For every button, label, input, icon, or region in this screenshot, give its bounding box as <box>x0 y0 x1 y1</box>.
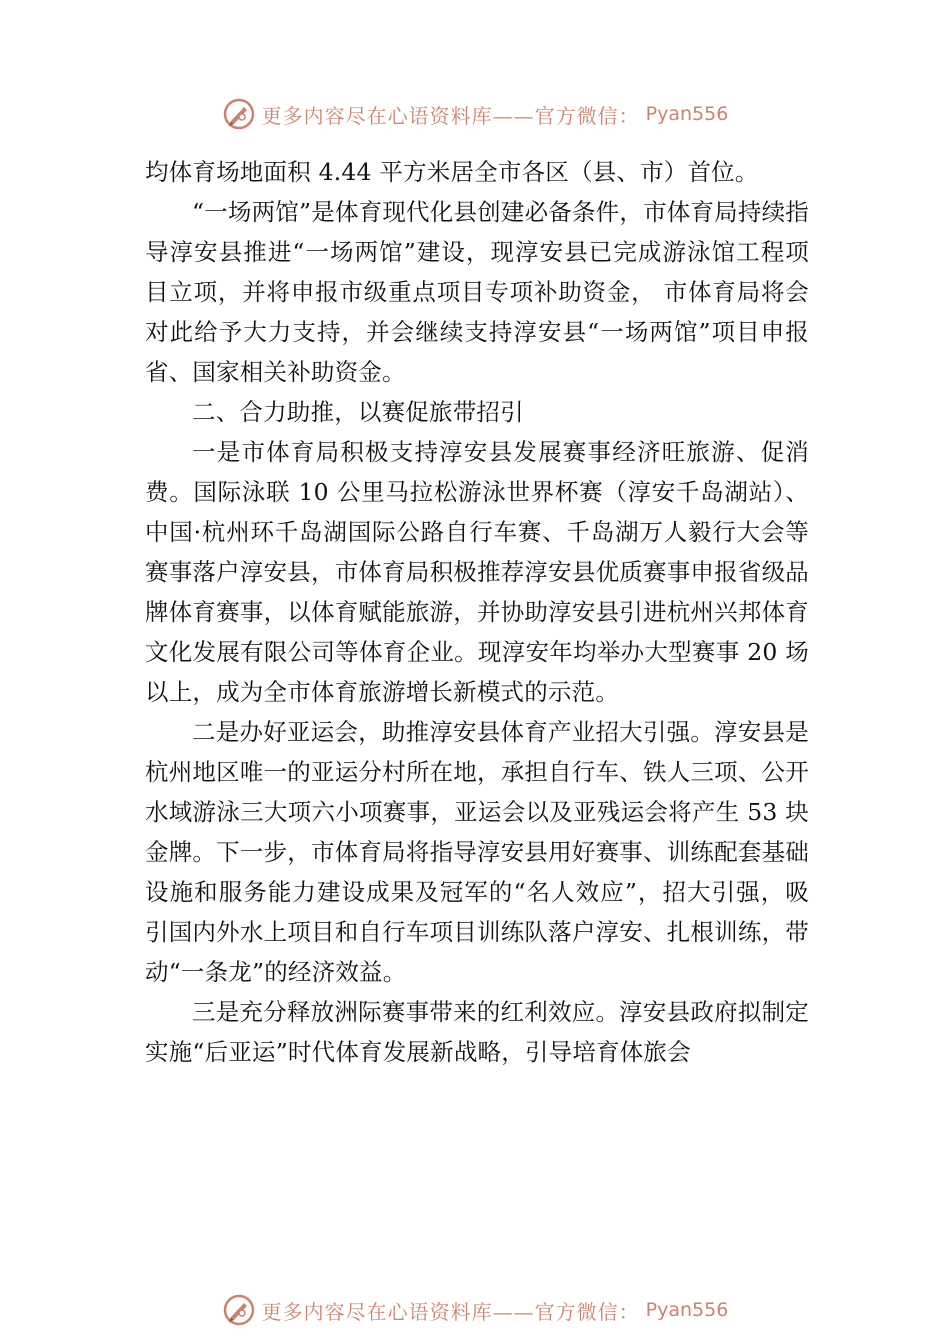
watermark-wechat-id: Pyan556 <box>645 103 729 125</box>
watermark-wechat-id: Pyan556 <box>645 1299 729 1321</box>
paragraph: 一是市体育局积极支持淳安县发展赛事经济旺旅游、促消费。国际泳联 10 公里马拉松游泳世界杯赛（淳安千岛湖站）、中国·杭州环千岛湖国际公路自行车赛、千岛湖万人毅行大会等赛事落户淳安县，市体育局积极推荐淳安县优质赛事申报省级品牌体育赛事，以体育赋能旅游，并协助淳安县引进杭州兴邦体育文化发展有限公司等体育企业。现淳安年均举办大型赛事 20 场以上，成为全市体育旅游增长新模式的示范。 <box>145 438 809 706</box>
footer-watermark <box>0 1290 950 1330</box>
paragraph: 二是办好亚运会，助推淳安县体育产业招大引强。淳安县是杭州地区唯一的亚运分村所在地，承担自行车、铁人三项、公开水域游泳三大项六小项赛事，亚运会以及亚残运会将产生 53 块金牌。下一步，市体育局将指导淳安县用好赛事、训练配套基础设施和服务能力建设成果及冠军的“名人效应”，招大引强，吸引国内外水上项目和自行车项目训练队落户淳安、扎根训练，带动“一条龙”的经济效益。 <box>145 718 809 986</box>
watermark-text: 更多内容尽在心语资料库——官方微信： <box>261 103 640 128</box>
paragraph: 均体育场地面积 4.44 平方米居全市各区（县、市）首位。 <box>145 158 759 186</box>
pen-logo-icon <box>222 1293 256 1327</box>
pen-logo-icon <box>222 97 256 131</box>
header-watermark <box>0 94 950 134</box>
paragraph: 三是充分释放洲际赛事带来的红利效应。淳安县政府拟制定实施“后亚运”时代体育发展新战略，引导培育体旅会 <box>145 998 809 1066</box>
document-body <box>145 152 809 1072</box>
section-heading: 二、合力助推，以赛促旅带招引 <box>192 398 524 426</box>
paragraph: “一场两馆”是体育现代化县创建必备条件，市体育局持续指导淳安县推进“一场两馆”建设，现淳安县已完成游泳馆工程项目立项，并将申报市级重点项目专项补助资金， 市体育局将会对此给予大力支持，并会继续支持淳安县“一场两馆”项目申报省、国家相关补助资金。 <box>145 198 809 386</box>
watermark-text: 更多内容尽在心语资料库——官方微信： <box>261 1299 640 1324</box>
